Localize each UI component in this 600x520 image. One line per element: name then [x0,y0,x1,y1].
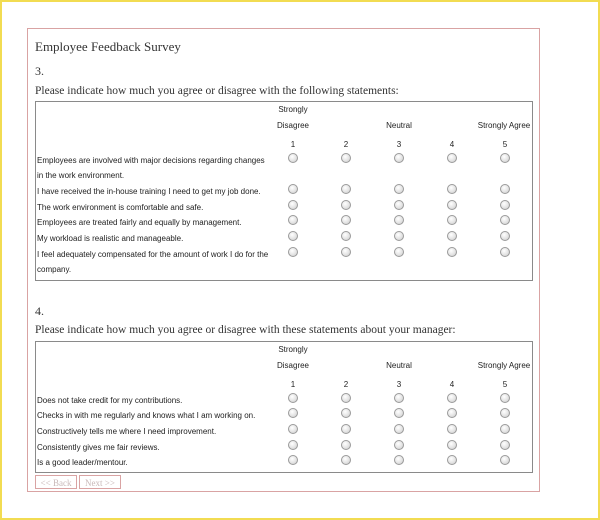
question-3-statement-4: Employees are treated fairly and equally by management. [37,218,242,227]
question-3-row-4-radio-5[interactable] [500,215,510,225]
question-3-row-6-radio-3[interactable] [394,247,404,257]
question-3-row-6-radio-4[interactable] [447,247,457,257]
question-4-matrix [35,341,533,473]
question-4-row-2-radio-2[interactable] [341,408,351,418]
question-3-statement-3: The work environment is comfortable and safe. [37,203,204,212]
question-4-row-3-radio-2[interactable] [341,424,351,434]
survey-title: Employee Feedback Survey [35,39,181,54]
question-4-row-4-radio-3[interactable] [394,440,404,450]
scale-point-1: 1 [290,380,296,389]
question-3-row-1-radio-3[interactable] [394,153,404,163]
question-4-row-4-radio-5[interactable] [500,440,510,450]
scale-point-3: 3 [396,140,402,149]
question-3-row-1-radio-4[interactable] [447,153,457,163]
question-4-row-4-radio-1[interactable] [288,440,298,450]
question-3-row-2-radio-2[interactable] [341,184,351,194]
question-4-row-5-radio-1[interactable] [288,455,298,465]
question-3-row-2-radio-4[interactable] [447,184,457,194]
question-3-row-4-radio-1[interactable] [288,215,298,225]
question-4-row-5-radio-5[interactable] [500,455,510,465]
scale-point-4: 4 [449,380,455,389]
question-4-row-3-radio-3[interactable] [394,424,404,434]
scale-point-3: 3 [396,380,402,389]
question-4-row-3-radio-4[interactable] [447,424,457,434]
scale-high-label: Strongly Agree [477,121,531,130]
scale-low-label-line1: Strongly [278,105,308,114]
question-3-row-3-radio-5[interactable] [500,200,510,210]
question-3-row-2-radio-1[interactable] [288,184,298,194]
question-3-row-1-radio-2[interactable] [341,153,351,163]
question-4-row-1-radio-3[interactable] [394,393,404,403]
question-3-row-2-radio-5[interactable] [500,184,510,194]
question-3-statement-5: My workload is realistic and manageable. [37,234,184,243]
question-3-row-3-radio-4[interactable] [447,200,457,210]
question-3-statement-6: I feel adequately compensated for the amount of work I do for the company. [37,250,269,274]
question-3-row-5-radio-4[interactable] [447,231,457,241]
back-button[interactable]: << Back [35,475,77,489]
question-3-row-1-radio-5[interactable] [500,153,510,163]
scale-point-2: 2 [343,140,349,149]
question-3-statement-1: Employees are involved with major decisions regarding changes in the work environment. [37,156,265,180]
question-4-statement-1: Does not take credit for my contributions. [37,396,183,405]
question-3-row-4-radio-4[interactable] [447,215,457,225]
question-4-row-2-radio-4[interactable] [447,408,457,418]
scale-point-5: 5 [502,140,508,149]
question-3-row-6-radio-2[interactable] [341,247,351,257]
question-3-statement-2: I have received the in-house training I need to get my job done. [37,187,261,196]
question-4-prompt: Please indicate how much you agree or disagree with these statements about your manager: [35,324,456,336]
question-3-row-5-radio-1[interactable] [288,231,298,241]
scale-point-2: 2 [343,380,349,389]
question-4-row-5-radio-4[interactable] [447,455,457,465]
scale-high-label: Strongly Agree [477,361,531,370]
scale-low-label-line2: Disagree [276,121,309,130]
question-3-row-5-radio-3[interactable] [394,231,404,241]
question-4-statement-4: Consistently gives me fair reviews. [37,443,160,452]
question-4-row-5-radio-2[interactable] [341,455,351,465]
question-4-row-1-radio-2[interactable] [341,393,351,403]
question-3-row-2-radio-3[interactable] [394,184,404,194]
scale-low-label-line1: Strongly [278,345,308,354]
question-3-row-5-radio-5[interactable] [500,231,510,241]
question-3-row-6-radio-5[interactable] [500,247,510,257]
question-3-matrix [35,101,533,281]
question-4-row-4-radio-4[interactable] [447,440,457,450]
question-4-row-3-radio-5[interactable] [500,424,510,434]
scale-mid-label: Neutral [386,361,412,370]
question-4-row-3-radio-1[interactable] [288,424,298,434]
question-4-row-2-radio-1[interactable] [288,408,298,418]
question-4-row-4-radio-2[interactable] [341,440,351,450]
scale-mid-label: Neutral [386,121,412,130]
question-4-row-1-radio-1[interactable] [288,393,298,403]
question-4-row-2-radio-5[interactable] [500,408,510,418]
question-4-row-1-radio-4[interactable] [447,393,457,403]
question-3-row-3-radio-2[interactable] [341,200,351,210]
question-3-row-4-radio-3[interactable] [394,215,404,225]
question-4-number: 4. [35,304,44,318]
question-4-row-1-radio-5[interactable] [500,393,510,403]
scale-low-label-line2: Disagree [276,361,309,370]
question-4-row-5-radio-3[interactable] [394,455,404,465]
question-4-row-2-radio-3[interactable] [394,408,404,418]
question-3-row-3-radio-1[interactable] [288,200,298,210]
question-4-statement-2: Checks in with me regularly and knows what I am working on. [37,411,256,420]
scale-point-5: 5 [502,380,508,389]
question-3-prompt: Please indicate how much you agree or disagree with the following statements: [35,85,399,97]
scale-point-4: 4 [449,140,455,149]
question-3-row-6-radio-1[interactable] [288,247,298,257]
question-3-number: 3. [35,64,44,78]
question-3-row-4-radio-2[interactable] [341,215,351,225]
scale-point-1: 1 [290,140,296,149]
question-4-statement-5: Is a good leader/mentour. [37,458,128,467]
question-3-row-5-radio-2[interactable] [341,231,351,241]
next-button[interactable]: Next >> [79,475,121,489]
question-3-row-3-radio-3[interactable] [394,200,404,210]
question-3-row-1-radio-1[interactable] [288,153,298,163]
question-4-statement-3: Constructively tells me where I need improvement. [37,427,217,436]
